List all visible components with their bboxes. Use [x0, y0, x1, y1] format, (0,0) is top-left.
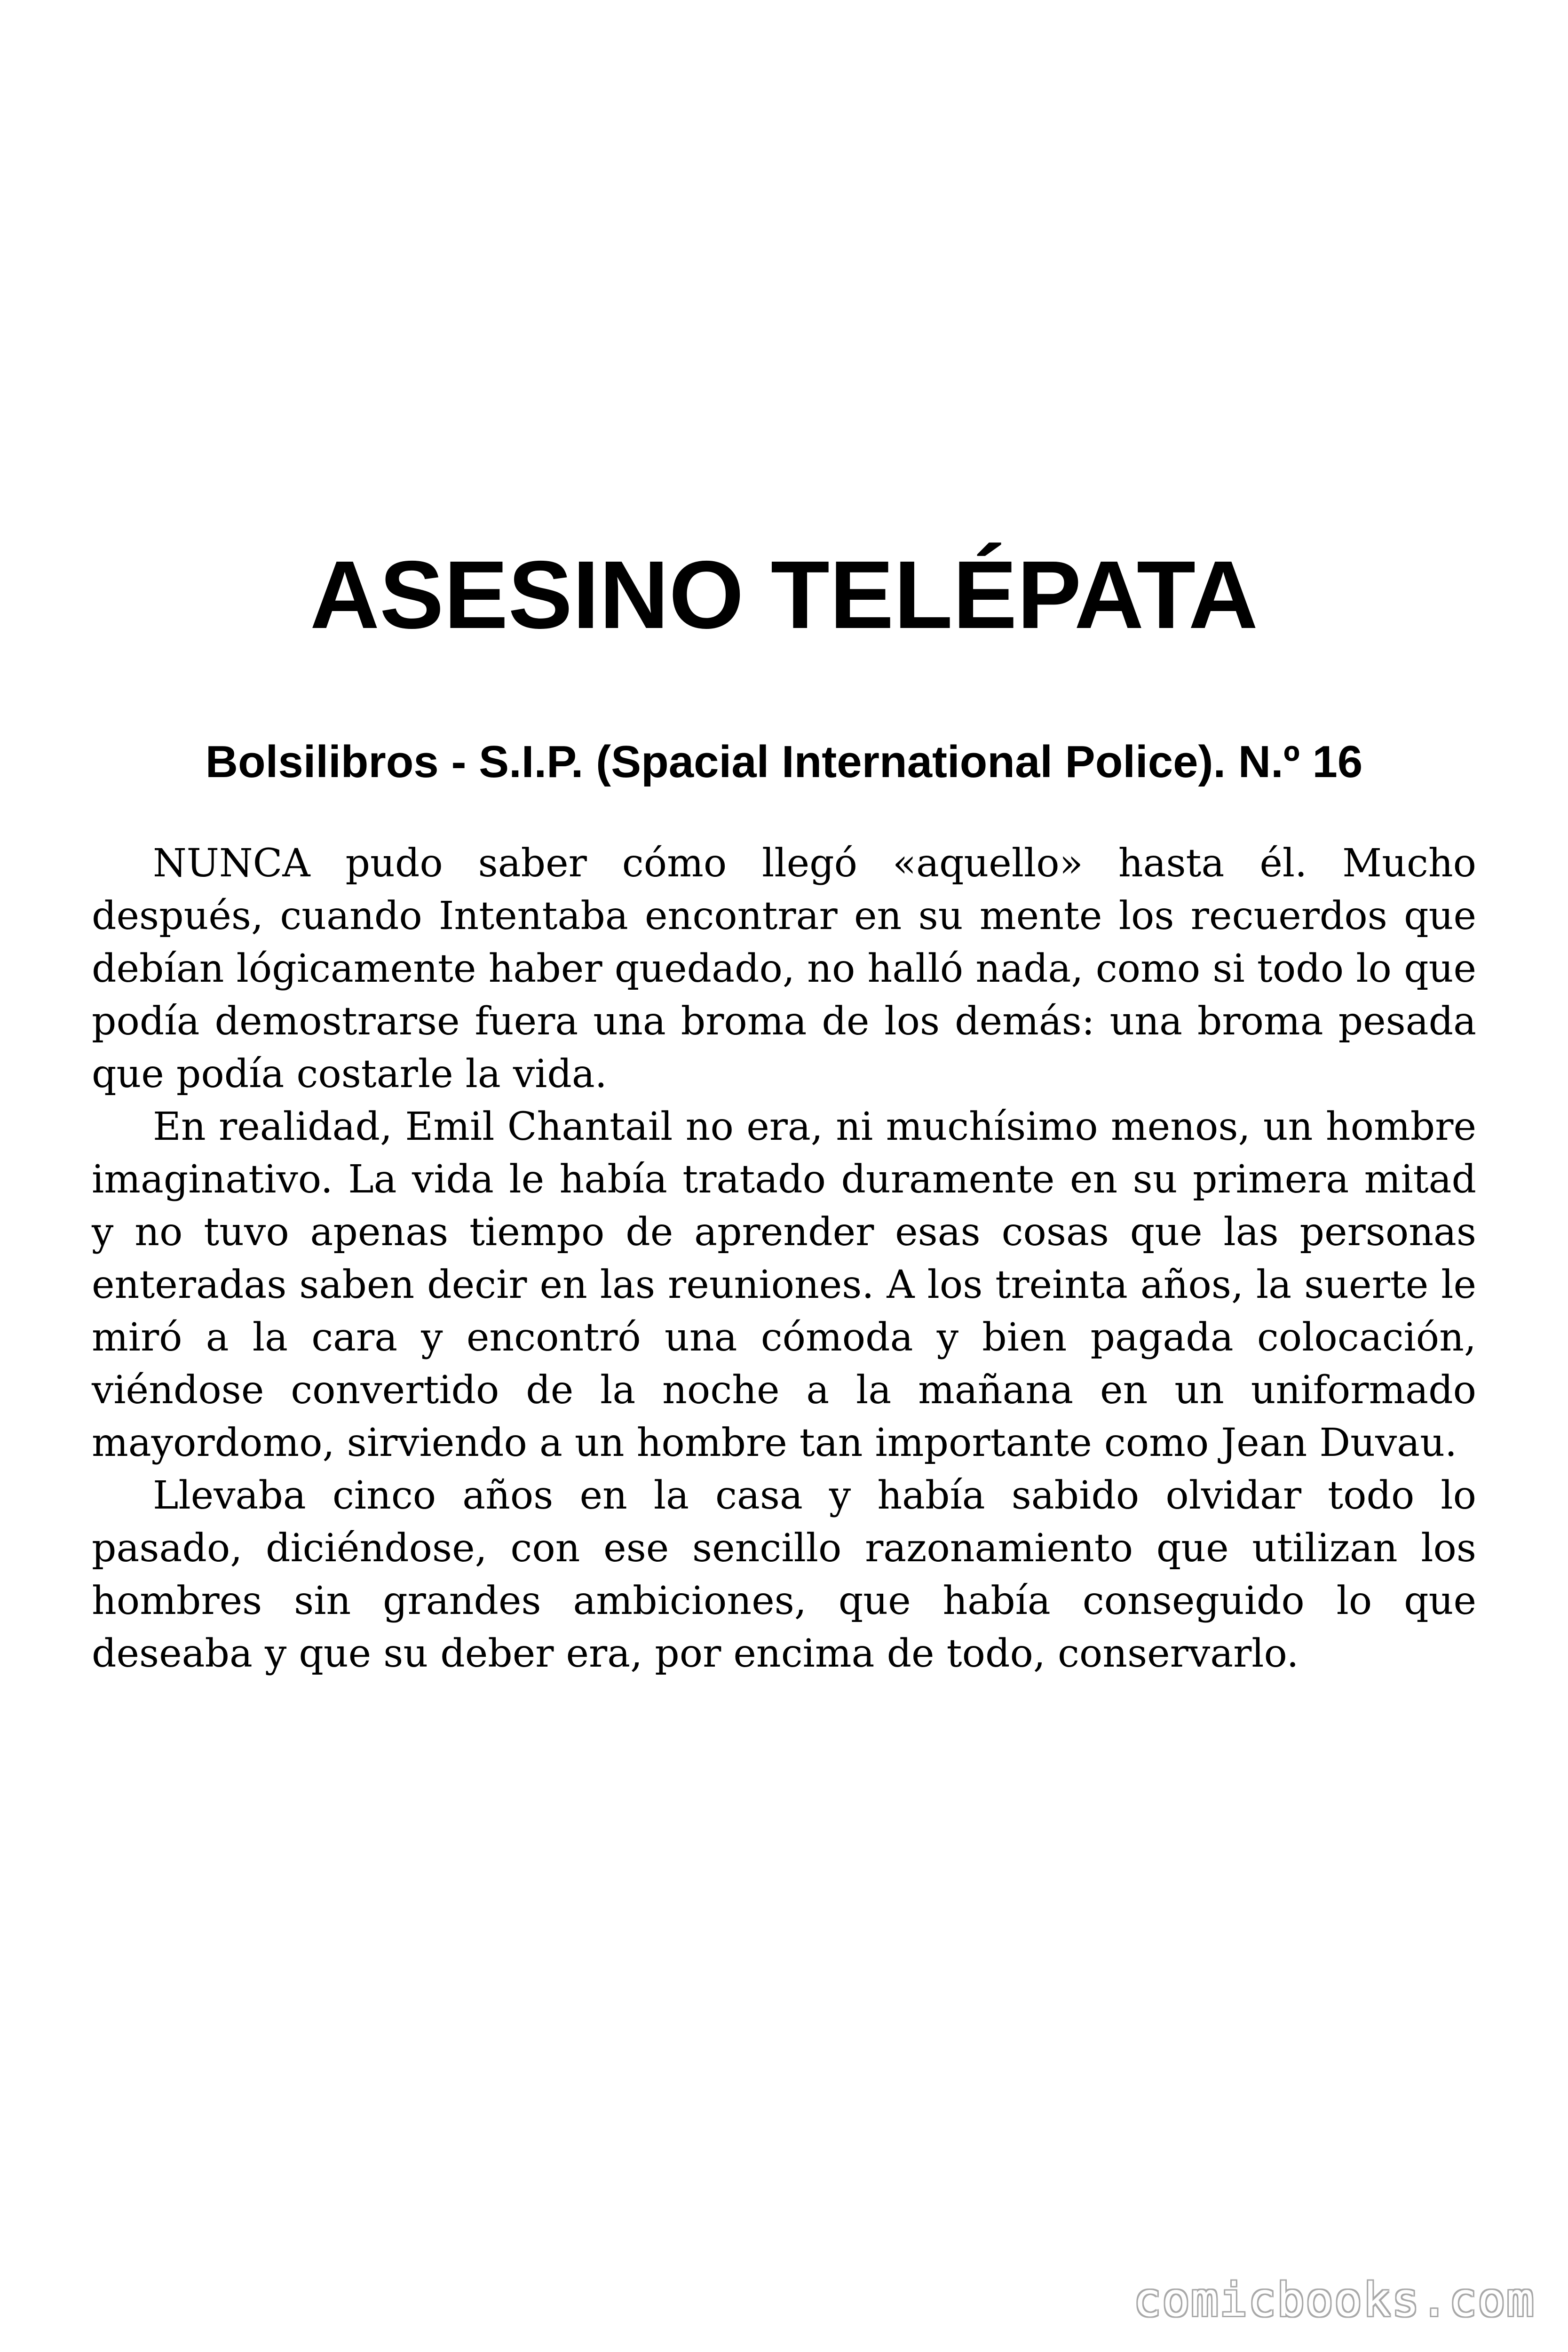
- watermark-logo: comicbooks.com: [1133, 2273, 1535, 2327]
- series-subtitle: Bolsilibros - S.I.P. (Spacial International Police). N.º 16: [205, 737, 1363, 787]
- page-title: ASESINO TELÉPATA: [310, 541, 1258, 649]
- paragraph-1: NUNCA pudo saber cómo llegó «aquello» hasta él. Mucho después, cuando Intentaba encontrar en su mente los recuerdos que debían lógicamente haber quedado, no halló nada, como si todo lo que podía demostrarse fuera una broma de los demás: una broma pesada que podía costarle la vida.: [92, 841, 1476, 1097]
- paragraph-3: Llevaba cinco años en la casa y había sabido olvidar todo lo pasado, diciéndose, con ese sencillo razonamiento que utilizan los hombres sin grandes ambiciones, que había conseguido lo que deseaba y que su deber era, por encima de todo, conservarlo.: [92, 1473, 1476, 1676]
- body-text: [92, 837, 1476, 1680]
- paragraph-2: En realidad, Emil Chantail no era, ni muchísimo menos, un hombre imaginativo. La vida le había tratado duramente en su primera mitad y no tuvo apenas tiempo de aprender esas cosas que las personas enteradas saben decir en las reuniones. A los treinta años, la suerte le miró a la cara y encontró una cómoda y bien pagada colocación, viéndose convertido de la noche a la mañana en un uniformado mayordomo, sirviendo a un hombre tan importante como Jean Duvau.: [92, 1104, 1476, 1465]
